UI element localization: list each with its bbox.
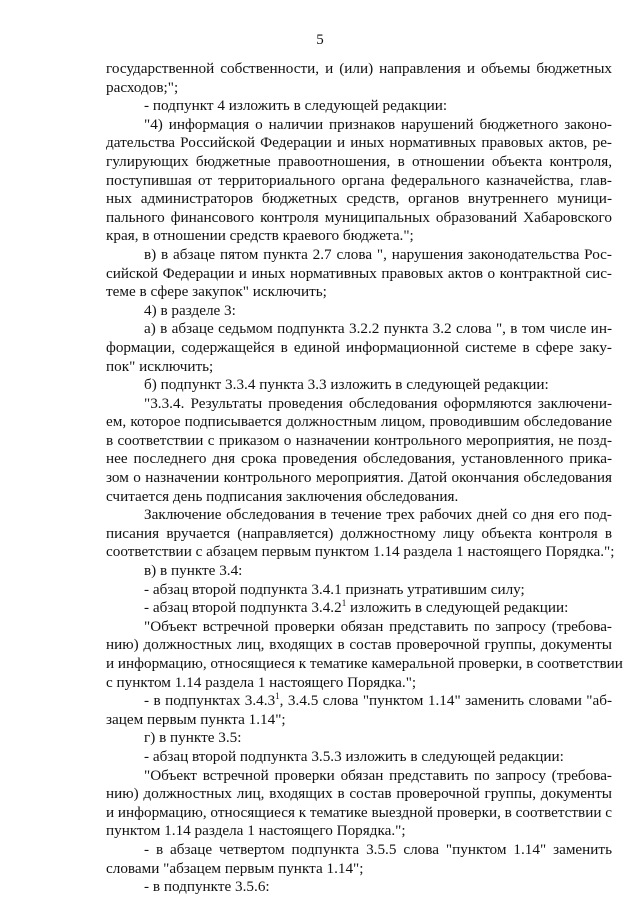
text-line: словами "абзацем первым пункта 1.14"; [106, 859, 364, 877]
text-line: 4) в разделе 3: [144, 301, 236, 319]
text-line: "3.3.4. Результаты проведения обследования оформляются заключени- [144, 394, 612, 412]
text-line: "4) информация о наличии признаков нарушений бюджетного законо- [144, 115, 612, 133]
page-number: 5 [316, 32, 324, 48]
text-line: края, в отношении средств краевого бюджета."; [106, 227, 414, 245]
superscript: 1 [275, 691, 280, 702]
text-line: "Объект встречной проверки обязан представить по запросу (требова- [144, 617, 612, 635]
text-line: сийской Федерации и иных нормативных правовых актов о контрактной сис- [106, 264, 612, 282]
text-line: "Объект встречной проверки обязан представить по запросу (требова- [144, 766, 612, 784]
text-line: пального финансового контроля муниципальных образований Хабаровского [106, 208, 612, 226]
text-line: расходов;"; [106, 78, 179, 96]
text-line: считается день подписания заключения обследования. [106, 487, 459, 505]
text-line: - подпункт 4 изложить в следующей редакции: [144, 97, 448, 115]
text-line: - абзац второй подпункта 3.5.3 изложить в следующей редакции: [144, 747, 564, 765]
text-line: и информацию, относящиеся к тематике выездной проверки, в соответствии с [106, 803, 613, 821]
text-line: с пунктом 1.14 раздела 1 настоящего Порядка."; [106, 673, 417, 691]
text-line: нию) должностных лиц, входящих в состав проверочной группы, документы [106, 636, 612, 654]
text-line: ных администраторов бюджетных средств, органов внутреннего муници- [106, 190, 612, 208]
text-line: соответствии с абзацем первым пунктом 1.14 раздела 1 настоящего Порядка."; [106, 543, 615, 561]
text-line: - в подпунктах 3.4.3$^1$, 3.4.5 слова "пунктом 1.14" заменить словами "аб- [144, 691, 612, 710]
text-line: - в абзаце четвертом подпункта 3.5.5 слова "пунктом 1.14" заменить [144, 840, 612, 858]
text-line: - в подпункте 3.5.6: [144, 878, 270, 896]
text-line: в соответствии с приказом о назначении контрольного мероприятия, не позд- [106, 431, 612, 449]
text-line: нию) должностных лиц, входящих в состав проверочной группы, документы [106, 785, 612, 803]
text-line: и информацию, относящиеся к тематике камеральной проверки, в соответствии [106, 655, 623, 672]
text-line: г) в пункте 3.5: [144, 729, 242, 747]
text-line: пунктом 1.14 раздела 1 настоящего Порядка."; [106, 822, 406, 840]
text-line: писания вручается (направляется) должностному лицу объекта контроля в [106, 524, 612, 542]
text-line: в) в пункте 3.4: [144, 562, 243, 580]
text-line: б) подпункт 3.3.4 пункта 3.3 изложить в следующей редакции: [144, 376, 549, 394]
text-line: гулирующих бюджетные правоотношения, в отношении объекта контроля, [106, 152, 612, 170]
text-line: дательства Российской Федерации и иных нормативных правовых актов, ре- [106, 134, 612, 152]
text-line: а) в абзаце седьмом подпункта 3.2.2 пункта 3.2 слова ", в том числе ин- [144, 320, 612, 338]
text-line: - абзац второй подпункта 3.4.1 признать утратившим силу; [144, 580, 525, 598]
text-line: в) в абзаце пятом пункта 2.7 слова ", нарушения законодательства Рос- [144, 245, 612, 263]
text-line: пок" исключить; [106, 357, 214, 375]
text-line: зом о назначении контрольного мероприятия. Датой окончания обследования [106, 469, 612, 487]
body-text [106, 60, 623, 897]
text-line: государственной собственности, и (или) направления и объемы бюджетных [106, 60, 612, 77]
text-line: ем, которое подписывается должностным лицом, проводившим обследование [106, 413, 612, 431]
text-line: теме в сфере закупок" исключить; [106, 283, 327, 301]
text-line: поступившая от территориального органа федерального казначейства, глав- [106, 171, 612, 189]
text-line: зацем первым пункта 1.14"; [106, 710, 286, 728]
text-line: - абзац второй подпункта 3.4.2$^1$ изложить в следующей редакции: [144, 598, 569, 617]
text-line: Заключение обследования в течение трех рабочих дней со дня его под- [144, 506, 612, 524]
text-line: нее последнего дня срока проведения обследования, установленного прика- [106, 450, 612, 468]
superscript: 1 [341, 598, 347, 609]
text-line: формации, содержащейся в единой информационной системе в сфере заку- [106, 338, 612, 356]
